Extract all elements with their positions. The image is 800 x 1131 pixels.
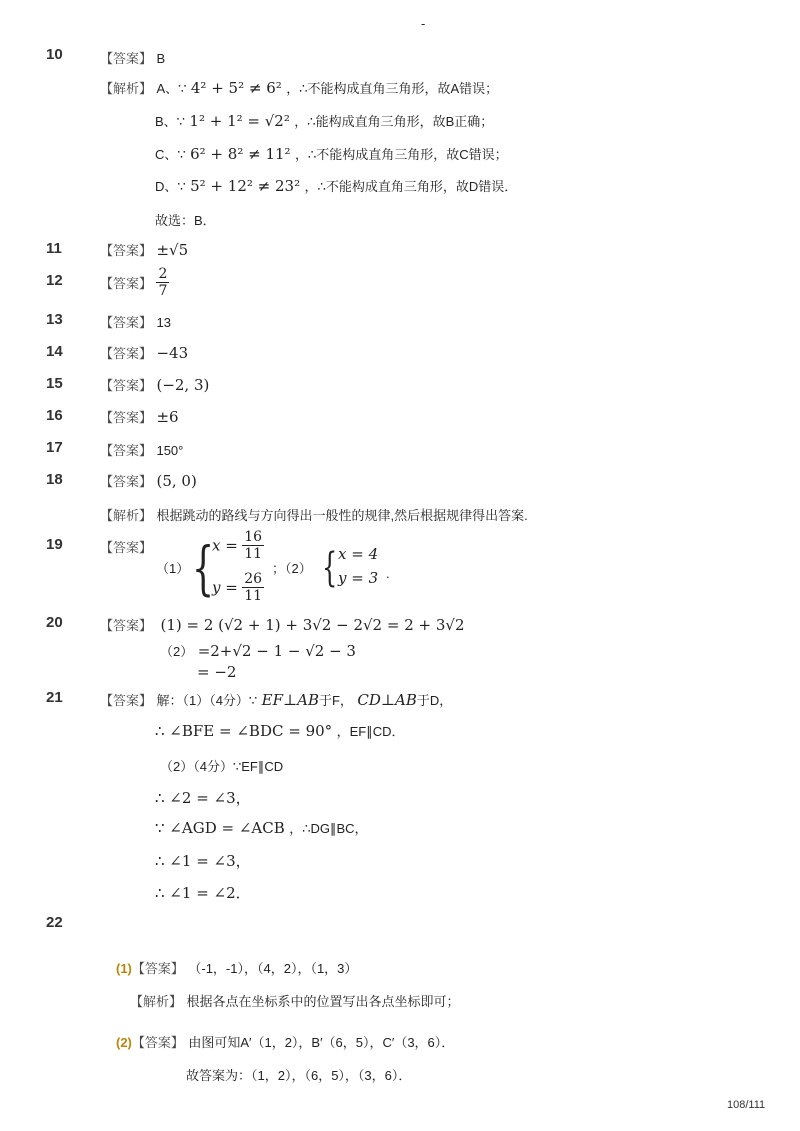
x-denominator: 11 (244, 546, 263, 562)
option-c-suffix: ，∴不能构成直角三角形，故C错误； (295, 147, 508, 162)
proof-line-1 (100, 690, 452, 710)
y-numerator: 26 (244, 571, 263, 587)
answer-line (100, 615, 464, 635)
system2-x: x = 4 (338, 545, 379, 563)
answer-line (100, 240, 188, 260)
fraction (156, 266, 169, 299)
proof-line-5 (155, 818, 368, 838)
answer-line (100, 266, 169, 299)
answer-value: 13 (156, 315, 171, 330)
x-numerator: 16 (244, 529, 263, 545)
answer-value: (−2, 3) (156, 376, 210, 394)
analysis-line-d (155, 176, 517, 196)
answer-label: 【答案】 (100, 315, 153, 330)
numerator: 2 (158, 266, 168, 282)
proof-text: 于D， (416, 693, 453, 708)
header-mark: - (421, 16, 426, 31)
question-number: 11 (46, 240, 62, 257)
left-brace: { (322, 545, 338, 591)
answer-label: 【答案】 (100, 51, 153, 66)
question-number: 14 (46, 343, 63, 360)
part-2-result: = −2 (197, 663, 237, 681)
part-1-expr: (1) = 2 (√2 + 1) + 3√2 − 2√2 = 2 + 3√2 (160, 616, 465, 634)
part-2-expr: =2+√2 − 1 − √2 − 3 (197, 642, 356, 660)
answer-value: 由图可知A′（1，2），B′（6，5），C′（3，6）． (188, 1035, 455, 1050)
x-fraction (242, 529, 264, 562)
proof-line-7: ∴ ∠1 = ∠2． (155, 884, 251, 902)
proof-math: EF⊥AB (261, 691, 319, 709)
option-a-suffix: ，∴不能构成直角三角形，故A错误； (286, 81, 499, 96)
answer-label: 【答案】 (100, 618, 153, 633)
option-a-prefix: A、∵ (156, 81, 187, 96)
part-number: (1) (116, 961, 132, 976)
question-number: 18 (46, 471, 63, 488)
answer-label: 【答案】 (100, 443, 153, 458)
part-number: (2) (116, 1035, 132, 1050)
answer-label: 【答案】 (131, 961, 184, 976)
answer-line (100, 407, 179, 427)
proof-text: 于F， (318, 693, 353, 708)
answer-label: 【答案】 (100, 693, 153, 708)
part-1-label: （1） (156, 561, 190, 576)
answer-line (100, 440, 183, 460)
proof-text: ，∴DG∥BC， (289, 821, 368, 836)
answer-line (100, 343, 188, 363)
proof-text: ，EF∥CD． (336, 724, 405, 739)
answer-line (100, 375, 209, 395)
option-a-expr: 4² + 5² ≠ 6² (190, 79, 282, 97)
part-2-label: （2） (160, 644, 194, 659)
proof-line-4: ∴ ∠2 = ∠3， (155, 789, 251, 807)
proof-text: 解：（1）（4分）∵ (156, 693, 258, 708)
x-variable: x = (212, 536, 238, 555)
question-number: 16 (46, 407, 63, 424)
part-2-answer-line (116, 1032, 454, 1052)
proof-math: CD⊥AB (357, 691, 417, 709)
question-number: 12 (46, 272, 63, 289)
analysis-label: 【解析】 (100, 81, 153, 96)
proof-math: ∴ ∠BFE = ∠BDC = 90° (155, 722, 333, 740)
question-number: 21 (46, 689, 63, 706)
proof-line-2 (155, 721, 405, 741)
option-d-prefix: D、∵ (155, 179, 186, 194)
answer-value: （-1，-1），（4，2），（1，3） (188, 961, 358, 976)
system-x-line (212, 529, 264, 562)
system2-y: y = 3 (338, 569, 379, 587)
answer-label: 【答案】 (100, 540, 153, 555)
question-number: 10 (46, 46, 63, 63)
part-separator: ；（2） (272, 561, 312, 576)
question-number: 19 (46, 536, 63, 553)
analysis-text: 根据跳动的路线与方向得出一般性的规律,然后根据规律得出答案. (156, 508, 528, 523)
y-denominator: 11 (244, 588, 263, 604)
question-number: 15 (46, 375, 63, 392)
answer-value: 150° (156, 443, 184, 458)
analysis-label: 【解析】 (130, 994, 183, 1009)
analysis-text: 根据各点在坐标系中的位置写出各点坐标即可； (186, 994, 460, 1009)
answer-label: 【答案】 (100, 276, 153, 291)
part-1-analysis-line (130, 991, 459, 1011)
answer-value: ±√5 (156, 241, 189, 259)
proof-math: ∵ ∠AGD = ∠ACB (155, 819, 285, 837)
y-fraction (242, 571, 264, 604)
answer-label: 【答案】 (100, 378, 153, 393)
answer-line (100, 471, 197, 491)
question-number: 13 (46, 311, 63, 328)
system-y-line (212, 571, 264, 604)
option-d-expr: 5² + 12² ≠ 23² (190, 177, 301, 195)
analysis-line (100, 505, 528, 525)
answer-label: 【答案】 (100, 474, 153, 489)
y-variable: y = (212, 578, 238, 597)
part-2-line (160, 641, 356, 661)
option-c-expr: 6² + 8² ≠ 11² (190, 145, 291, 163)
proof-line-3: （2）（4分）∵EF∥CD (160, 759, 284, 774)
analysis-line-c (155, 144, 508, 164)
option-b-prefix: B、∵ (155, 114, 185, 129)
analysis-line-a (100, 78, 498, 98)
question-number: 22 (46, 914, 63, 931)
option-d-suffix: ，∴不能构成直角三角形，故D错误． (304, 179, 518, 194)
part-1-answer-line (116, 958, 357, 978)
page-number: 108/111 (727, 1099, 766, 1111)
option-c-prefix: C、∵ (155, 147, 186, 162)
answer-label: 【答案】 (100, 243, 153, 258)
answer-label: 【答案】 (100, 410, 153, 425)
denominator: 7 (158, 283, 168, 299)
answer-label: 【答案】 (100, 346, 153, 361)
part-2-conclusion: 故答案为：（1，2），（6，5），（3，6）． (186, 1068, 412, 1083)
conclusion: 故选：B． (155, 213, 216, 228)
option-b-expr: 1² + 1² = √2² (189, 112, 290, 130)
question-number: 17 (46, 439, 63, 456)
answer-value: −43 (156, 344, 189, 362)
answer-line (100, 48, 165, 68)
end-mark: . (386, 566, 390, 581)
left-brace: { (192, 534, 215, 602)
analysis-line-b (155, 111, 493, 131)
question-number: 20 (46, 614, 63, 631)
answer-value: ±6 (156, 408, 179, 426)
answer-value: (5, 0) (156, 472, 197, 490)
answer-label: 【答案】 (131, 1035, 184, 1050)
proof-line-6: ∴ ∠1 = ∠3， (155, 852, 251, 870)
option-b-suffix: ，∴能构成直角三角形，故B正确； (294, 114, 494, 129)
answer-line (100, 312, 171, 332)
analysis-label: 【解析】 (100, 508, 153, 523)
answer-value: B (156, 51, 166, 66)
